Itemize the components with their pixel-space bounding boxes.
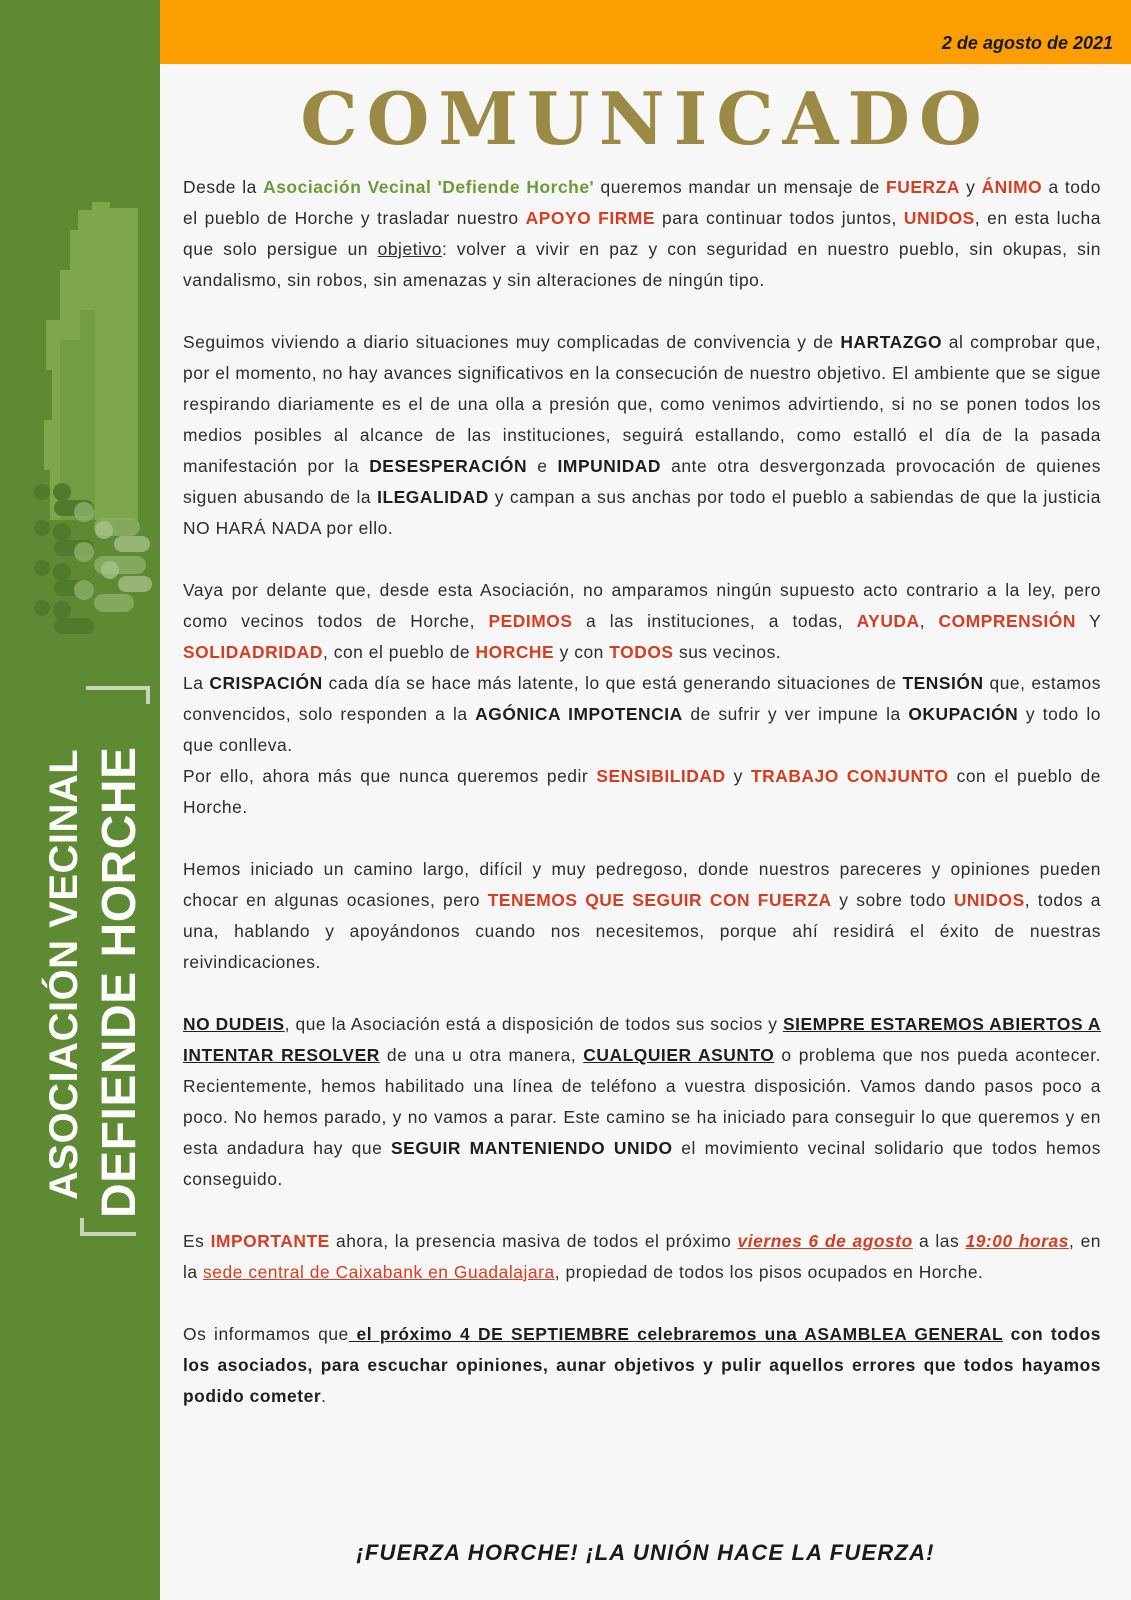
text: al comprobar que, por el momento, no hay avances significativos en la consecución de nuestro objetivo. El ambiente que se sigue respirando diariamente es el de una olla a presión que, como venimos advirtiendo, si no se ponen todos los medios posibles al alcance de las instituciones, seguirá estallando, como estalló el día de la pasada manifestación por la xyxy=(183,332,1102,476)
text: cada día se hace más latente, lo que está generando situaciones de xyxy=(322,673,903,693)
bold-text: SEGUIR MANTENIENDO UNIDO xyxy=(391,1138,673,1158)
paragraph-situation xyxy=(183,327,1101,544)
text: Por ello, ahora más que nunca queremos pedir xyxy=(183,766,597,786)
event-time: 19:00 horas xyxy=(965,1231,1069,1251)
highlight: SENSIBILIDAD xyxy=(596,766,726,786)
paragraph-event xyxy=(183,1226,1101,1288)
text: el movimiento vecinal solidario que todos hemos conseguido. xyxy=(183,1138,1101,1189)
text: . xyxy=(321,1386,327,1406)
sidebar-title-line1: ASOCIACIÓN VECINAL xyxy=(42,748,86,1200)
highlight: TODOS xyxy=(609,642,674,662)
text: y con xyxy=(554,642,610,662)
highlight: TRABAJO CONJUNTO xyxy=(750,766,949,786)
bold-text: IMPUNIDAD xyxy=(557,456,662,476)
text: queremos mandar un mensaje de xyxy=(594,177,887,197)
paragraph-crispacion xyxy=(183,668,1101,761)
highlight: AYUDA xyxy=(856,611,920,631)
bold-text: CRISPACIÓN xyxy=(209,673,323,693)
text: Desde la xyxy=(183,177,264,197)
top-bar xyxy=(160,0,1131,64)
paragraph-availability xyxy=(183,1009,1101,1195)
underlined-text: objetivo xyxy=(377,239,442,259)
text: y todo lo que conlleva. xyxy=(183,704,1101,755)
highlight: SOLIDADRIDAD xyxy=(183,642,323,662)
bracket-top xyxy=(86,686,150,704)
highlight: PEDIMOS xyxy=(488,611,573,631)
bold-text: HARTAZGO xyxy=(840,332,943,352)
text: , todos a una, hablando y apoyándonos cuando nos necesitemos, porque ahí residirá el éxito de nuestras reivindicaciones. xyxy=(183,890,1101,972)
text: , xyxy=(919,611,939,631)
footer-slogan: ¡FUERZA HORCHE! ¡LA UNIÓN HACE LA FUERZA! xyxy=(356,1540,935,1565)
text: para continuar todos juntos, xyxy=(655,208,904,228)
event-date: viernes 6 de agosto xyxy=(737,1231,913,1251)
text: Y xyxy=(1076,611,1102,631)
bracket-bottom xyxy=(80,1218,136,1236)
text: y xyxy=(959,177,982,197)
highlight: HORCHE xyxy=(475,642,555,662)
bold-underlined-text: el próximo 4 DE SEPTIEMBRE celebraremos una ASAMBLEA GENERAL xyxy=(348,1324,1003,1344)
bold-text: OKUPACIÓN xyxy=(908,704,1019,724)
text: , en esta lucha que solo persigue un xyxy=(183,208,1101,259)
text: que, estamos convencidos, solo responden a la xyxy=(183,673,1102,724)
text: y xyxy=(725,766,751,786)
highlight: UNIDOS xyxy=(903,208,975,228)
event-location-link[interactable]: sede central de Caixabank en Guadalajara xyxy=(203,1262,555,1282)
text: , propiedad de todos los pisos ocupados en Horche. xyxy=(554,1262,984,1282)
bold-underlined-text: SIEMPRE ESTAREMOS ABIERTOS A INTENTAR RESOLVER xyxy=(183,1014,1101,1065)
bold-text: con todos los asociados, para escuchar opiniones, aunar objetivos y pulir aquellos errores que todos hayamos podido cometer xyxy=(183,1324,1101,1406)
text: Seguimos viviendo a diario situaciones muy complicadas de convivencia y de xyxy=(183,332,841,352)
sidebar xyxy=(0,0,160,1600)
text: a las xyxy=(912,1231,966,1251)
document-body xyxy=(183,172,1101,1443)
paragraph-intro xyxy=(183,172,1101,296)
text: Vaya por delante que, desde esta Asociación, no amparamos ningún supuesto acto contrario a la ley, pero como vecinos todos de Horche, xyxy=(183,580,1101,631)
text: a las instituciones, a todas, xyxy=(572,611,857,631)
paragraph-request xyxy=(183,575,1101,668)
text: , en la xyxy=(183,1231,1102,1282)
bold-text: AGÓNICA IMPOTENCIA xyxy=(475,704,683,724)
text: y sobre todo xyxy=(831,890,954,910)
text: Hemos iniciado un camino largo, difícil y muy pedregoso, donde nuestros pareceres y opiniones pueden chocar en algunas ocasiones, pero xyxy=(183,859,1101,910)
text: o problema que nos pueda acontecer. Recientemente, hemos habilitado una línea de teléfono a vuestra disposición. Vamos dando pasos poco a poco. No hemos parado, y no vamos a parar. Este camino se ha iniciado para conseguir lo que queremos y en esta andadura hay que xyxy=(183,1045,1101,1158)
bold-underlined-text: CUALQUIER ASUNTO xyxy=(583,1045,775,1065)
text: ahora, la presencia masiva de todos el próximo xyxy=(329,1231,738,1251)
text: y campan a sus anchas por todo el pueblo a sabiendas de que la justicia NO HARÁ NADA por ello. xyxy=(183,487,1102,538)
skyline-graphic xyxy=(0,190,160,710)
text: , con el pueblo de xyxy=(322,642,476,662)
highlight: FUERZA xyxy=(886,177,960,197)
text: ante otra desvergonzada provocación de quienes siguen abusando de la xyxy=(183,456,1101,507)
highlight: ÁNIMO xyxy=(981,177,1043,197)
text: sus vecinos. xyxy=(673,642,782,662)
paragraph-path xyxy=(183,854,1101,978)
bold-text: DESESPERACIÓN xyxy=(369,456,528,476)
text: Es xyxy=(183,1231,211,1251)
text: Os informamos que xyxy=(183,1324,349,1344)
highlight: UNIDOS xyxy=(953,890,1025,910)
sidebar-title-line2: DEFIENDE HORCHE xyxy=(93,746,146,1218)
text: con el pueblo de Horche. xyxy=(183,766,1101,817)
text: de sufrir y ver impune la xyxy=(682,704,909,724)
text: : volver a vivir en paz y con seguridad en nuestro pueblo, sin okupas, sin vandalismo, sin robos, sin amenazas y sin alteraciones de ningún tipo. xyxy=(183,239,1101,290)
document-date: 2 de agosto de 2021 xyxy=(941,33,1113,53)
bold-underlined-text: NO DUDEIS xyxy=(183,1014,285,1034)
text: a todo el pueblo de Horche y trasladar nuestro xyxy=(183,177,1101,228)
association-name: Asociación Vecinal 'Defiende Horche' xyxy=(263,177,595,197)
text: , que la Asociación está a disposición de todos sus socios y xyxy=(284,1014,783,1034)
bold-text: ILEGALIDAD xyxy=(377,487,489,507)
text: La xyxy=(183,673,210,693)
text: de una u otra manera, xyxy=(379,1045,584,1065)
highlight: COMPRENSIÓN xyxy=(938,611,1076,631)
page-title: COMUNICADO xyxy=(300,76,991,161)
paragraph-assembly xyxy=(183,1319,1101,1412)
text: e xyxy=(527,456,558,476)
paragraph-sensitivity xyxy=(183,761,1101,823)
bold-text: TENSIÓN xyxy=(902,673,984,693)
highlight: IMPORTANTE xyxy=(210,1231,330,1251)
highlight: APOYO FIRME xyxy=(525,208,656,228)
highlight: TENEMOS QUE SEGUIR CON FUERZA xyxy=(487,890,832,910)
